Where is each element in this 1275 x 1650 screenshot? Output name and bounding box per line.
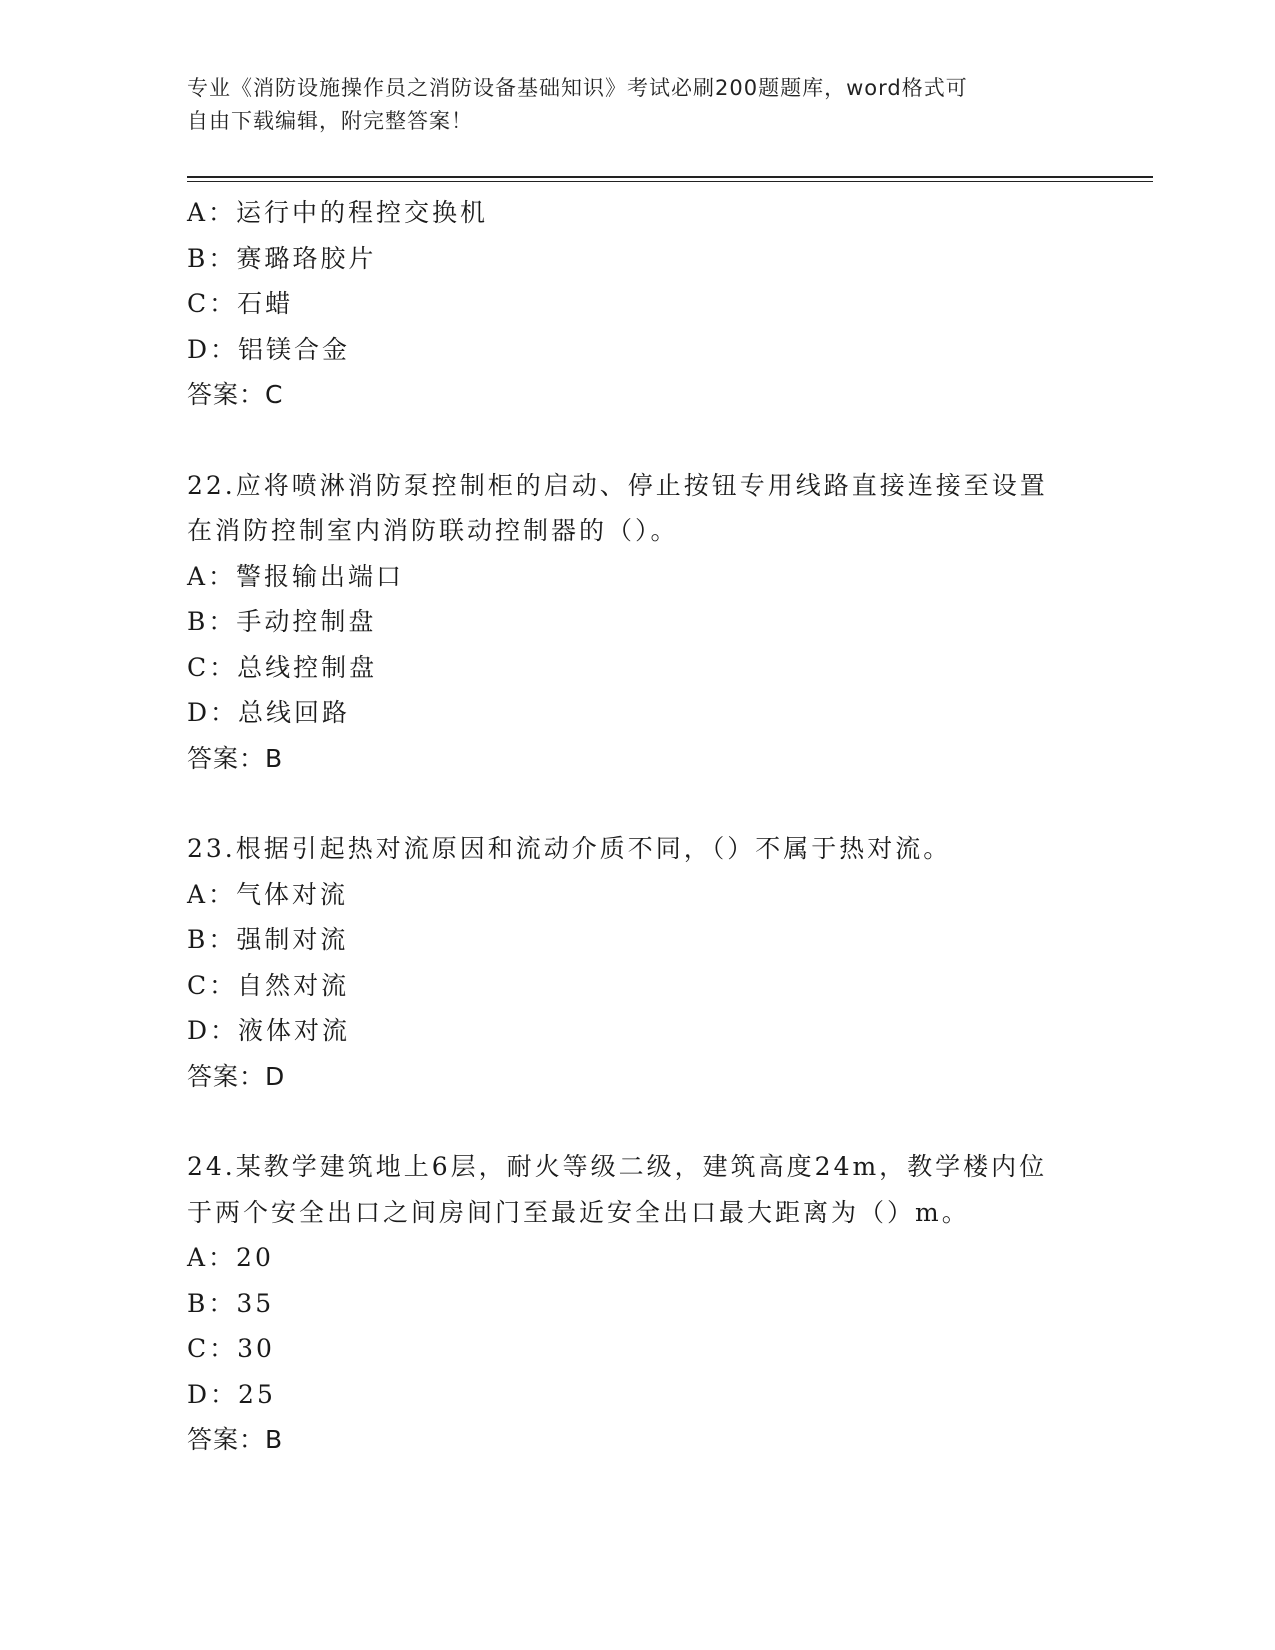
question-list <box>187 190 1087 1463</box>
header-divider-thin <box>187 181 1153 182</box>
option-b: B：35 <box>187 1288 275 1318</box>
option-d: D：铝镁合金 <box>187 334 351 364</box>
question-21 <box>187 190 1087 418</box>
answer: 答案：B <box>187 1425 284 1454</box>
option-c: C：总线控制盘 <box>187 652 378 682</box>
question-22 <box>187 463 1087 782</box>
option-a: A：运行中的程控交换机 <box>187 198 489 227</box>
option-a: A：气体对流 <box>187 879 349 909</box>
question-24 <box>187 1144 1087 1463</box>
answer: 答案：D <box>187 1061 286 1091</box>
question-stem-continued: 于两个安全出口之间房间门至最近安全出口最大距离为（）m。 <box>187 1197 970 1227</box>
option-d: D：25 <box>187 1379 276 1409</box>
question-stem: 22.应将喷淋消防泵控制柜的启动、停止按钮专用线路直接连接至设置 <box>187 470 1048 500</box>
question-stem: 24.某教学建筑地上6层，耐火等级二级，建筑高度24m，教学楼内位 <box>187 1152 1048 1181</box>
answer: 答案：B <box>187 743 284 773</box>
option-c: C：30 <box>187 1334 275 1363</box>
question-stem: 23.根据引起热对流原因和流动介质不同，（）不属于热对流。 <box>187 834 952 863</box>
option-c: C：自然对流 <box>187 970 350 1000</box>
option-b: B：赛璐珞胶片 <box>187 243 377 273</box>
document-header <box>187 72 1067 138</box>
option-b: B：强制对流 <box>187 925 349 954</box>
option-c: C：石蜡 <box>187 289 294 318</box>
header-divider <box>187 176 1153 178</box>
option-a: A：警报输出端口 <box>187 561 405 591</box>
option-d: D：总线回路 <box>187 698 351 727</box>
answer: 答案：C <box>187 380 284 409</box>
header-line-1: 专业《消防设施操作员之消防设备基础知识》考试必刷200题题库，word格式可 <box>187 76 968 100</box>
header-line-2: 自由下载编辑，附完整答案！ <box>187 109 473 133</box>
option-b: B：手动控制盘 <box>187 607 377 636</box>
question-23 <box>187 826 1087 1099</box>
option-d: D：液体对流 <box>187 1016 351 1045</box>
option-a: A：20 <box>187 1243 274 1272</box>
question-stem-continued: 在消防控制室内消防联动控制器的（）。 <box>187 516 679 545</box>
